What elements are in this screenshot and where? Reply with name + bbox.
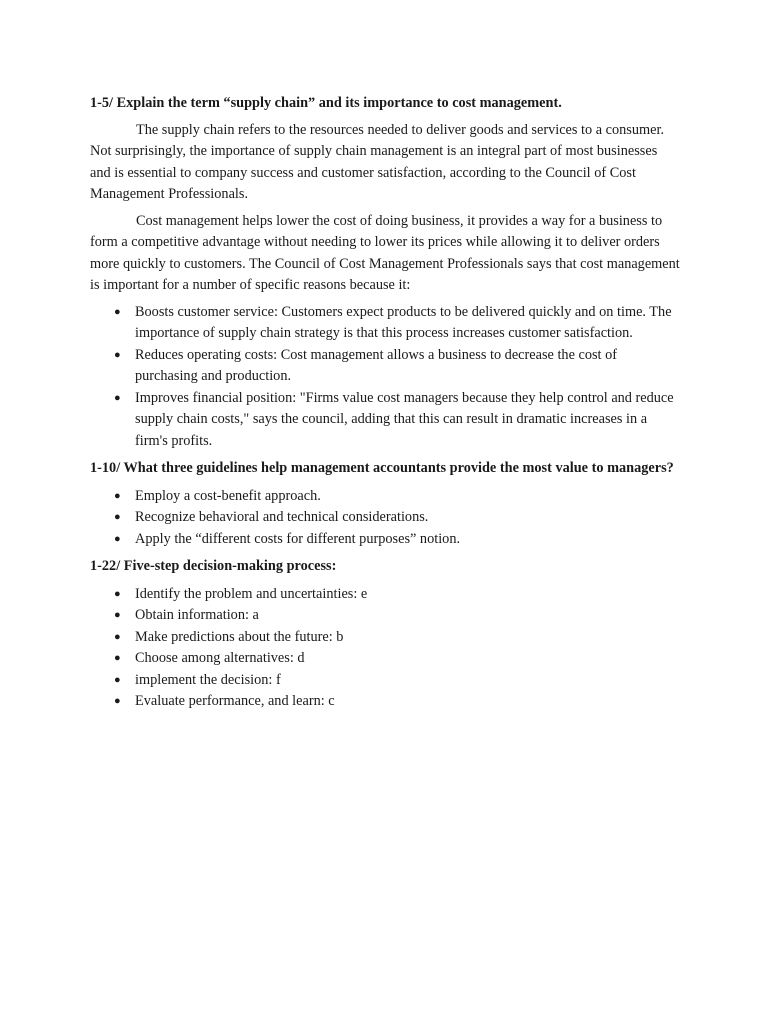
section-heading-1-10: 1-10/ What three guidelines help management accountants provide the most value to managers? [90,460,674,476]
bullet-icon: ● [114,673,121,686]
bullet-icon: ● [114,305,121,318]
list-item-text: Apply the “different costs for different purposes” notion. [135,530,461,547]
list-item [90,605,680,627]
list-item [90,670,680,692]
bullet-list-decision-steps [90,584,680,713]
list-item [90,302,680,345]
section-heading-1-22: 1-22/ Five-step decision-making process: [90,558,337,574]
list-item-text: Recognize behavioral and technical considerations. [135,509,429,525]
bullet-icon: ● [114,391,121,404]
bullet-list-cost-reasons [90,302,680,453]
list-item [90,627,680,649]
list-item [90,648,680,670]
bullet-icon: ● [114,652,121,664]
list-item [90,507,680,529]
list-item [90,584,680,606]
list-item [90,529,680,551]
list-item-text: Obtain information: a [135,607,259,623]
document-page [90,93,680,713]
section-heading-1-5: 1-5/ Explain the term “supply chain” and its importance to cost management. [90,95,562,111]
list-item-text: Boosts customer service: Customers expect products to be delivered quickly and on time. The importance of supply chain strategy is that this process increases customer satisfaction. [135,303,672,341]
list-item-text: Employ a cost-benefit approach. [135,487,321,504]
list-item-text: implement the decision: f [135,671,281,688]
list-item-text: Identify the problem and uncertainties: e [135,585,368,602]
paragraph-cost-management: Cost management helps lower the cost of doing business, it provides a way for a business to form a competitive advantage without needing to lower its prices while allowing it to deliver orders more quickly to customers. The Council of Cost Management Professionals says that cost management is important for a number of specific reasons because it: [90,212,680,293]
list-item-text: Evaluate performance, and learn: c [135,693,335,709]
bullet-icon: ● [114,532,121,545]
list-item-text: Reduces operating costs: Cost management allows a business to decrease the cost of purchasing and production. [135,346,617,384]
list-item [90,691,680,713]
bullet-list-guidelines [90,486,680,551]
bullet-icon: ● [114,489,121,502]
list-item [90,388,680,453]
bullet-icon: ● [114,609,121,621]
list-item [90,345,680,388]
bullet-icon: ● [114,348,121,361]
bullet-icon: ● [114,587,121,600]
bullet-icon: ● [114,695,121,707]
paragraph-supply-chain: The supply chain refers to the resources needed to deliver goods and services to a consumer. Not surprisingly, the importance of supply chain management is an integral part of most businesses and is essential to company success and customer satisfaction, according to the Council of Cost Management Professionals. [90,121,665,202]
list-item-text: Make predictions about the future: b [135,628,344,645]
list-item-text: Improves financial position: "Firms value cost managers because they help control and reduce supply chain costs," says the council, adding that this can result in dramatic increases in a firm's profits. [135,389,674,449]
list-item [90,486,680,508]
bullet-icon: ● [114,511,121,523]
bullet-icon: ● [114,630,121,643]
list-item-text: Choose among alternatives: d [135,650,305,666]
